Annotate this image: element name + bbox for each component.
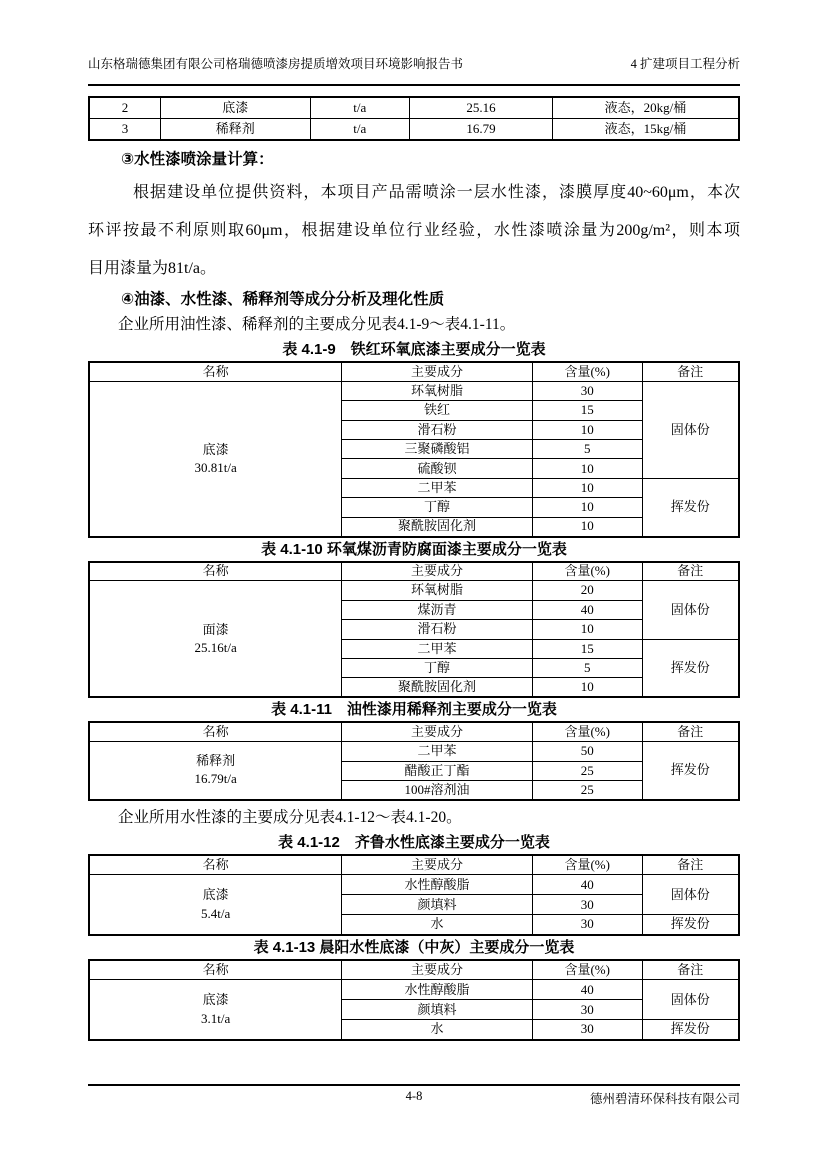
table-cell: 16.79 <box>409 119 552 141</box>
paragraph-line: 环评按最不利原则取60μm，根据建设单位行业经验，水性漆喷涂量为200g/m²，则本项 <box>88 222 740 239</box>
table-title: 表 4.1-13 晨阳水性底漆（中灰）主要成分一览表 <box>253 938 575 956</box>
content-cell: 5 <box>532 440 642 459</box>
component-cell: 二甲苯 <box>342 639 532 658</box>
component-cell: 三聚磷酸铝 <box>342 440 532 459</box>
column-header: 含量(%) <box>532 855 642 875</box>
column-header: 主要成分 <box>342 960 532 980</box>
content-cell: 40 <box>532 980 642 1000</box>
component-cell: 水性醇酸脂 <box>342 875 532 895</box>
table-body <box>89 980 739 1040</box>
table-row <box>89 742 739 761</box>
remark-cell: 固体份 <box>642 980 739 1020</box>
content-cell: 10 <box>532 678 642 697</box>
column-header: 名称 <box>89 362 342 381</box>
component-cell: 聚酰胺固化剂 <box>342 517 532 536</box>
component-cell: 颜填料 <box>342 1000 532 1020</box>
content-cell: 50 <box>532 742 642 761</box>
composition-table <box>88 361 740 538</box>
component-cell: 丁醇 <box>342 498 532 517</box>
table-cell: 液态，15kg/桶 <box>552 119 739 141</box>
table-row <box>89 581 739 600</box>
content-cell: 15 <box>532 639 642 658</box>
name-line: 面漆 <box>202 621 229 637</box>
table-header-row <box>89 362 739 381</box>
column-header: 名称 <box>89 960 342 980</box>
name-line: 5.4t/a <box>201 905 231 921</box>
paragraph-line: 目用漆量为81t/a。 <box>88 260 216 277</box>
component-cell: 聚酰胺固化剂 <box>342 678 532 697</box>
component-cell: 铁红 <box>342 401 532 420</box>
content-cell: 10 <box>532 517 642 536</box>
column-header: 名称 <box>89 722 342 741</box>
table-row <box>89 980 739 1000</box>
component-cell: 颜填料 <box>342 895 532 915</box>
component-cell: 100#溶剂油 <box>342 780 532 799</box>
content-cell: 40 <box>532 600 642 619</box>
table-cell: 25.16 <box>409 97 552 119</box>
table-title: 表 4.1-10 环氧煤沥青防腐面漆主要成分一览表 <box>261 540 567 558</box>
name-cell <box>89 381 342 536</box>
composition-table <box>88 561 740 699</box>
page-footer <box>88 1084 740 1108</box>
column-header: 备注 <box>642 722 739 741</box>
composition-table <box>88 959 740 1041</box>
name-line: 25.16t/a <box>194 639 237 655</box>
table-header-row <box>89 562 739 581</box>
table-row <box>89 875 739 895</box>
table-head <box>89 362 739 381</box>
content-cell: 10 <box>532 420 642 439</box>
column-header: 含量(%) <box>532 960 642 980</box>
table-title: 表 4.1-11 油性漆用稀释剂主要成分一览表 <box>271 701 557 719</box>
content-cell: 15 <box>532 401 642 420</box>
heading-water-paint-spray-calc: ③水性漆喷涂量计算： <box>121 151 274 168</box>
column-header: 名称 <box>89 855 342 875</box>
table-cell: t/a <box>310 97 409 119</box>
content-cell: 30 <box>532 1020 642 1040</box>
component-cell: 滑石粉 <box>342 420 532 439</box>
component-cell: 环氧树脂 <box>342 381 532 400</box>
component-cell: 丁醇 <box>342 658 532 677</box>
content-cell: 10 <box>532 478 642 497</box>
remark-cell: 挥发份 <box>642 915 739 935</box>
column-header: 主要成分 <box>342 722 532 741</box>
component-cell: 硫酸钡 <box>342 459 532 478</box>
composition-table <box>88 721 740 801</box>
column-header: 备注 <box>642 960 739 980</box>
table-head <box>89 960 739 980</box>
column-header: 主要成分 <box>342 362 532 381</box>
content-cell: 10 <box>532 459 642 478</box>
name-cell <box>89 980 342 1040</box>
name-cell <box>89 875 342 935</box>
paragraph-water-paint-intro: 企业所用水性漆的主要成分见表4.1-12～表4.1-20。 <box>118 808 462 826</box>
component-cell: 醋酸正丁酯 <box>342 761 532 780</box>
page-header <box>88 50 740 86</box>
table-cell: 稀释剂 <box>161 119 311 141</box>
name-line: 底漆 <box>202 441 229 457</box>
column-header: 含量(%) <box>532 562 642 581</box>
remark-cell: 固体份 <box>642 381 739 478</box>
content-cell: 20 <box>532 581 642 600</box>
table-cell: 底漆 <box>161 97 311 119</box>
name-line: 16.79t/a <box>194 771 237 787</box>
table-head <box>89 722 739 741</box>
content-cell: 10 <box>532 498 642 517</box>
table-row <box>89 97 739 119</box>
content-cell: 40 <box>532 875 642 895</box>
table-row <box>89 381 739 400</box>
content-cell: 30 <box>532 915 642 935</box>
water-paint-tables <box>88 832 740 1041</box>
material-table-continued <box>88 96 740 141</box>
table-head <box>89 562 739 581</box>
name-line: 30.81t/a <box>194 459 237 475</box>
name-cell <box>89 742 342 800</box>
component-cell: 二甲苯 <box>342 742 532 761</box>
header-report-title: 山东格瑞德集团有限公司格瑞德喷漆房提质增效项目环境影响报告书 <box>88 57 464 71</box>
column-header: 主要成分 <box>342 855 532 875</box>
table-cell: 3 <box>89 119 161 141</box>
column-header: 备注 <box>642 562 739 581</box>
paragraph-oil-paint-intro: 企业所用油性漆、稀释剂的主要成分见表4.1-9～表4.1-11。 <box>118 316 516 333</box>
name-cell <box>89 581 342 697</box>
content-cell: 25 <box>532 780 642 799</box>
table-row <box>89 119 739 141</box>
name-line: 底漆 <box>202 992 229 1008</box>
paragraph-line: 根据建设单位提供资料，本项目产品需喷涂一层水性漆，漆膜厚度40~60μm，本次 <box>133 184 740 201</box>
component-cell: 滑石粉 <box>342 620 532 639</box>
name-line: 底漆 <box>202 887 229 903</box>
table-body <box>89 742 739 800</box>
column-header: 含量(%) <box>532 722 642 741</box>
content-cell: 30 <box>532 1000 642 1020</box>
table-header-row <box>89 855 739 875</box>
component-cell: 煤沥青 <box>342 600 532 619</box>
table-title: 表 4.1-9 铁红环氧底漆主要成分一览表 <box>282 341 546 358</box>
remark-cell: 固体份 <box>642 875 739 915</box>
remark-cell: 固体份 <box>642 581 739 639</box>
page-number: 4-8 <box>405 1089 423 1103</box>
remark-cell: 挥发份 <box>642 478 739 536</box>
heading-components-analysis: ④油漆、水性漆、稀释剂等成分分析及理化性质 <box>121 291 445 308</box>
composition-table <box>88 854 740 936</box>
remark-cell: 挥发份 <box>642 742 739 800</box>
oil-paint-tables <box>88 339 740 801</box>
content-cell: 30 <box>532 381 642 400</box>
table-body <box>89 581 739 697</box>
footer-company-name: 德州碧清环保科技有限公司 <box>589 1092 740 1106</box>
table-cell: t/a <box>310 119 409 141</box>
paragraph-water-paint-calc <box>88 174 740 288</box>
component-cell: 水 <box>342 915 532 935</box>
remark-cell: 挥发份 <box>642 639 739 697</box>
table-body <box>89 381 739 536</box>
component-cell: 环氧树脂 <box>342 581 532 600</box>
name-line: 3.1t/a <box>201 1010 231 1026</box>
table-title: 表 4.1-12 齐鲁水性底漆主要成分一览表 <box>278 833 550 851</box>
name-line: 稀释剂 <box>196 753 236 769</box>
content-cell: 5 <box>532 658 642 677</box>
page-content <box>88 96 740 1041</box>
column-header: 名称 <box>89 562 342 581</box>
component-cell: 水性醇酸脂 <box>342 980 532 1000</box>
remark-cell: 挥发份 <box>642 1020 739 1040</box>
column-header: 主要成分 <box>342 562 532 581</box>
table-head <box>89 855 739 875</box>
table-cell: 液态，20kg/桶 <box>552 97 739 119</box>
content-cell: 30 <box>532 895 642 915</box>
table-body <box>89 875 739 935</box>
header-chapter-title: 4 扩建项目工程分析 <box>630 57 740 71</box>
column-header: 备注 <box>642 362 739 381</box>
content-cell: 10 <box>532 620 642 639</box>
table-cell: 2 <box>89 97 161 119</box>
component-cell: 水 <box>342 1020 532 1040</box>
table-header-row <box>89 960 739 980</box>
component-cell: 二甲苯 <box>342 478 532 497</box>
table-header-row <box>89 722 739 741</box>
column-header: 备注 <box>642 855 739 875</box>
column-header: 含量(%) <box>532 362 642 381</box>
content-cell: 25 <box>532 761 642 780</box>
